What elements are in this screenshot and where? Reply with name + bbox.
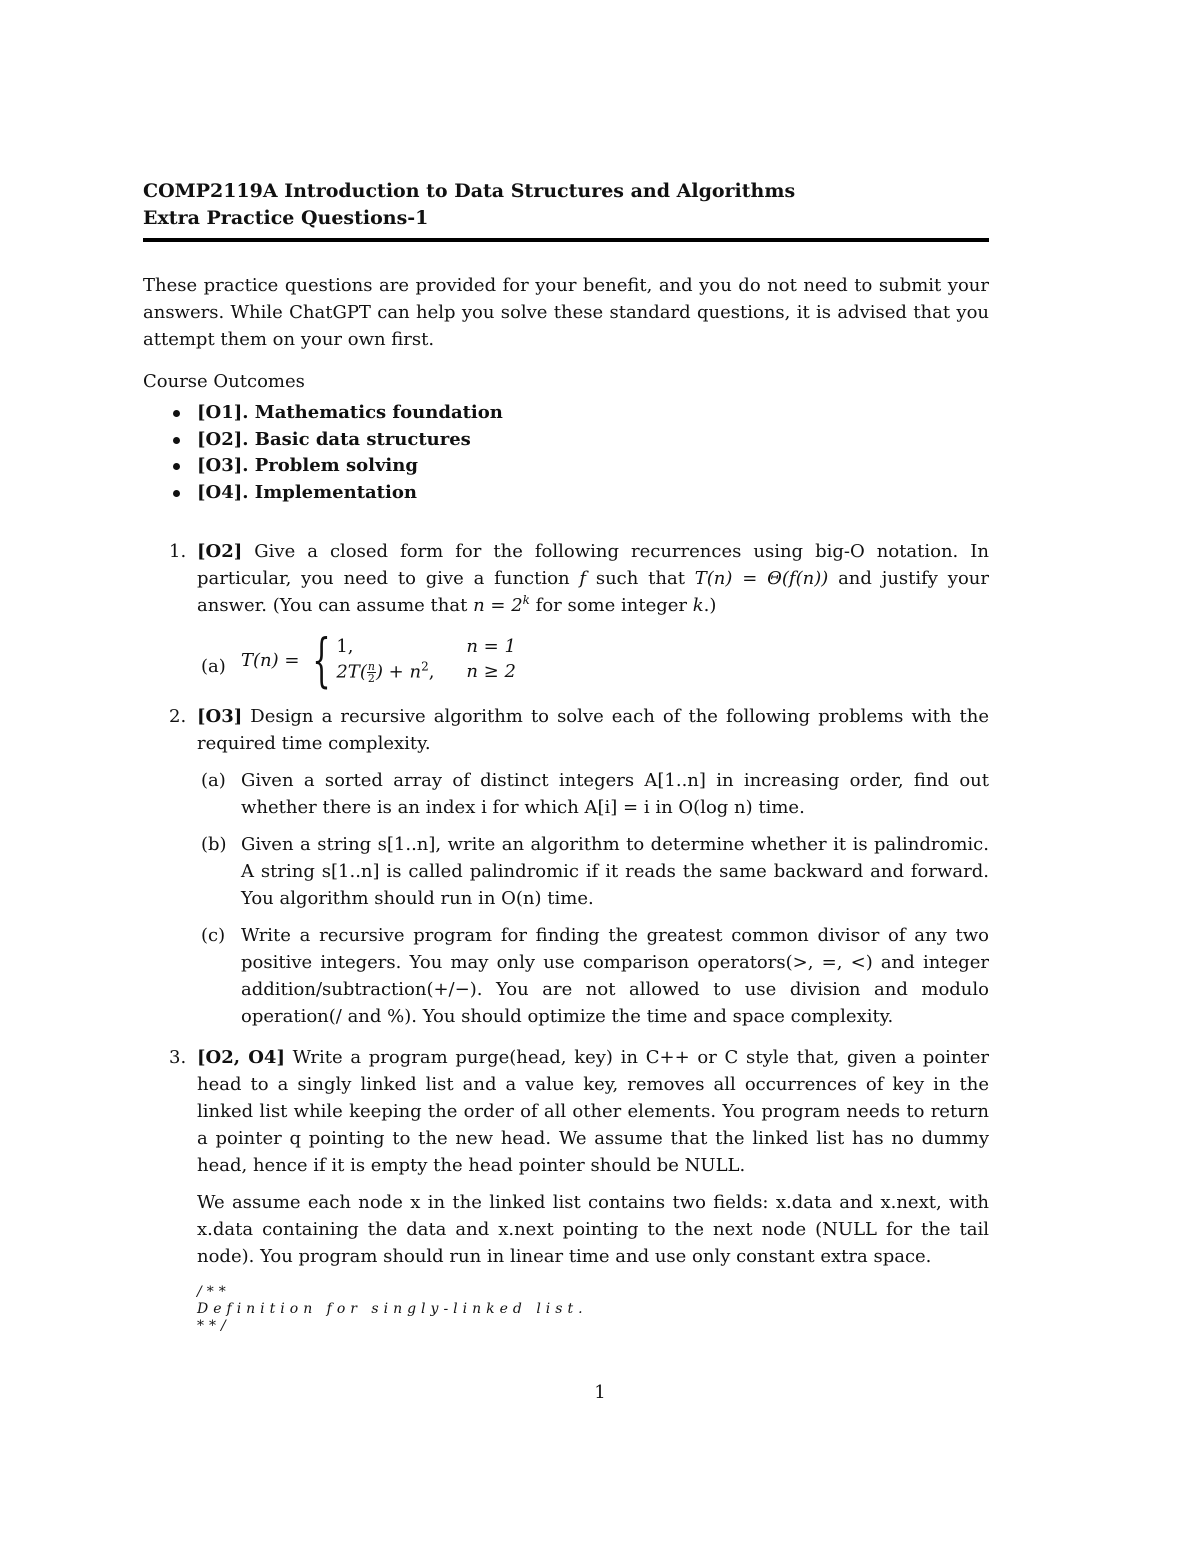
sub-question-text: Given a string s[1..n], write an algorithm to determine whether it is palindromic. A string s[1..n] is called palindromic if it reads the same backward and forward. You algorithm should run in O(n) time. [241,834,989,909]
piecewise-recurrence [241,626,989,694]
question-2b [197,831,989,912]
sub-question-text: Given a sorted array of distinct integers A[1..n] in increasing order, find out whether there is an index i for which A[i] = i in O(log n) time. [241,770,989,818]
case-1-condition: n = 1 [466,636,516,657]
left-brace: { [312,626,332,694]
outcomes-title: Course Outcomes [143,371,305,392]
sub-label: (b) [201,834,227,855]
sub-question-text: Write a recursive program for finding the greatest common divisor of any two positive integers. You may only use comparison operators(>, =, <) and integer addition/subtraction(+/−). You are not allowed to use division and modulo operation(/ and %). You should optimize the time and space complexity. [241,925,989,1027]
recurrence-cases [336,636,516,684]
outcomes-list [173,400,989,506]
case-2-condition: n ≥ 2 [466,661,516,682]
question-2 [143,703,989,1030]
outcome-item: [O2]. Basic data structures [173,427,989,454]
question-number: 2. [169,706,187,727]
case-1-value: 1, [336,636,354,657]
question-number: 3. [169,1047,187,1068]
course-title: COMP2119A Introduction to Data Structures and Algorithms [143,180,796,202]
outcome-tag: [O3] [197,706,243,727]
sub-label: (a) [201,656,226,677]
recurrence-lhs: T(n) = [241,649,300,671]
title-rule [143,238,989,242]
case-2-value: 2T( $\frac{n}{2}$ ) + $n^2$, [336,659,435,685]
question-2-text: [O3] Design a recursive algorithm to solve each of the following problems with the required time complexity. [197,706,989,754]
code-line: **/ [197,1318,231,1334]
question-2c [197,922,989,1030]
sub-label: (a) [201,770,226,791]
question-number: 1. [169,541,187,562]
page-number: 1 [594,1382,606,1403]
intro-paragraph: These practice questions are provided for your benefit, and you do not need to submit your answers. While ChatGPT can help you solve these standard questions, it is advised that you attempt them on your own first. [143,275,989,350]
document-subtitle: Extra Practice Questions-1 [143,207,429,229]
outcome-tag: [O2, O4] [197,1047,285,1068]
outcome-tag: [O2] [197,541,243,562]
outcome-item: [O1]. Mathematics foundation [173,400,989,427]
code-line: /** [197,1284,231,1300]
question-2a [197,767,989,821]
outcome-item: [O3]. Problem solving [173,453,989,480]
question-3 [143,1044,989,1335]
code-line: Definition for singly-linked list. [197,1301,588,1317]
question-3-text: [O2, O4] Write a program purge(head, key) in C++ or C style that, given a pointer head to a singly linked list and a value key, removes all occurrences of key in the linked list while keeping the order of all other elements. You program needs to return a pointer q pointing to the new head. We assume that the linked list has no dummy head, hence if it is empty the head pointer should be NULL. [197,1047,989,1176]
question-3-assumption: We assume each node x in the linked list contains two fields: x.data and x.next, with x.data containing the data and x.next pointing to the next node (NULL for the tail node). You program should run in linear time and use only constant extra space. [197,1192,989,1267]
code-comment [197,1284,989,1335]
question-1-text: [O2] Give a closed form for the following recurrences using big-O notation. In particular, you need to give a function f such that T(n) = Θ(f(n)) and justify your answer. (You can assume that $n = 2^k$ for some integer k.) [197,541,989,616]
question-1a [197,626,989,694]
sub-label: (c) [201,925,226,946]
document-page [143,178,989,1349]
question-1 [143,538,989,694]
outcome-item: [O4]. Implementation [173,480,989,507]
